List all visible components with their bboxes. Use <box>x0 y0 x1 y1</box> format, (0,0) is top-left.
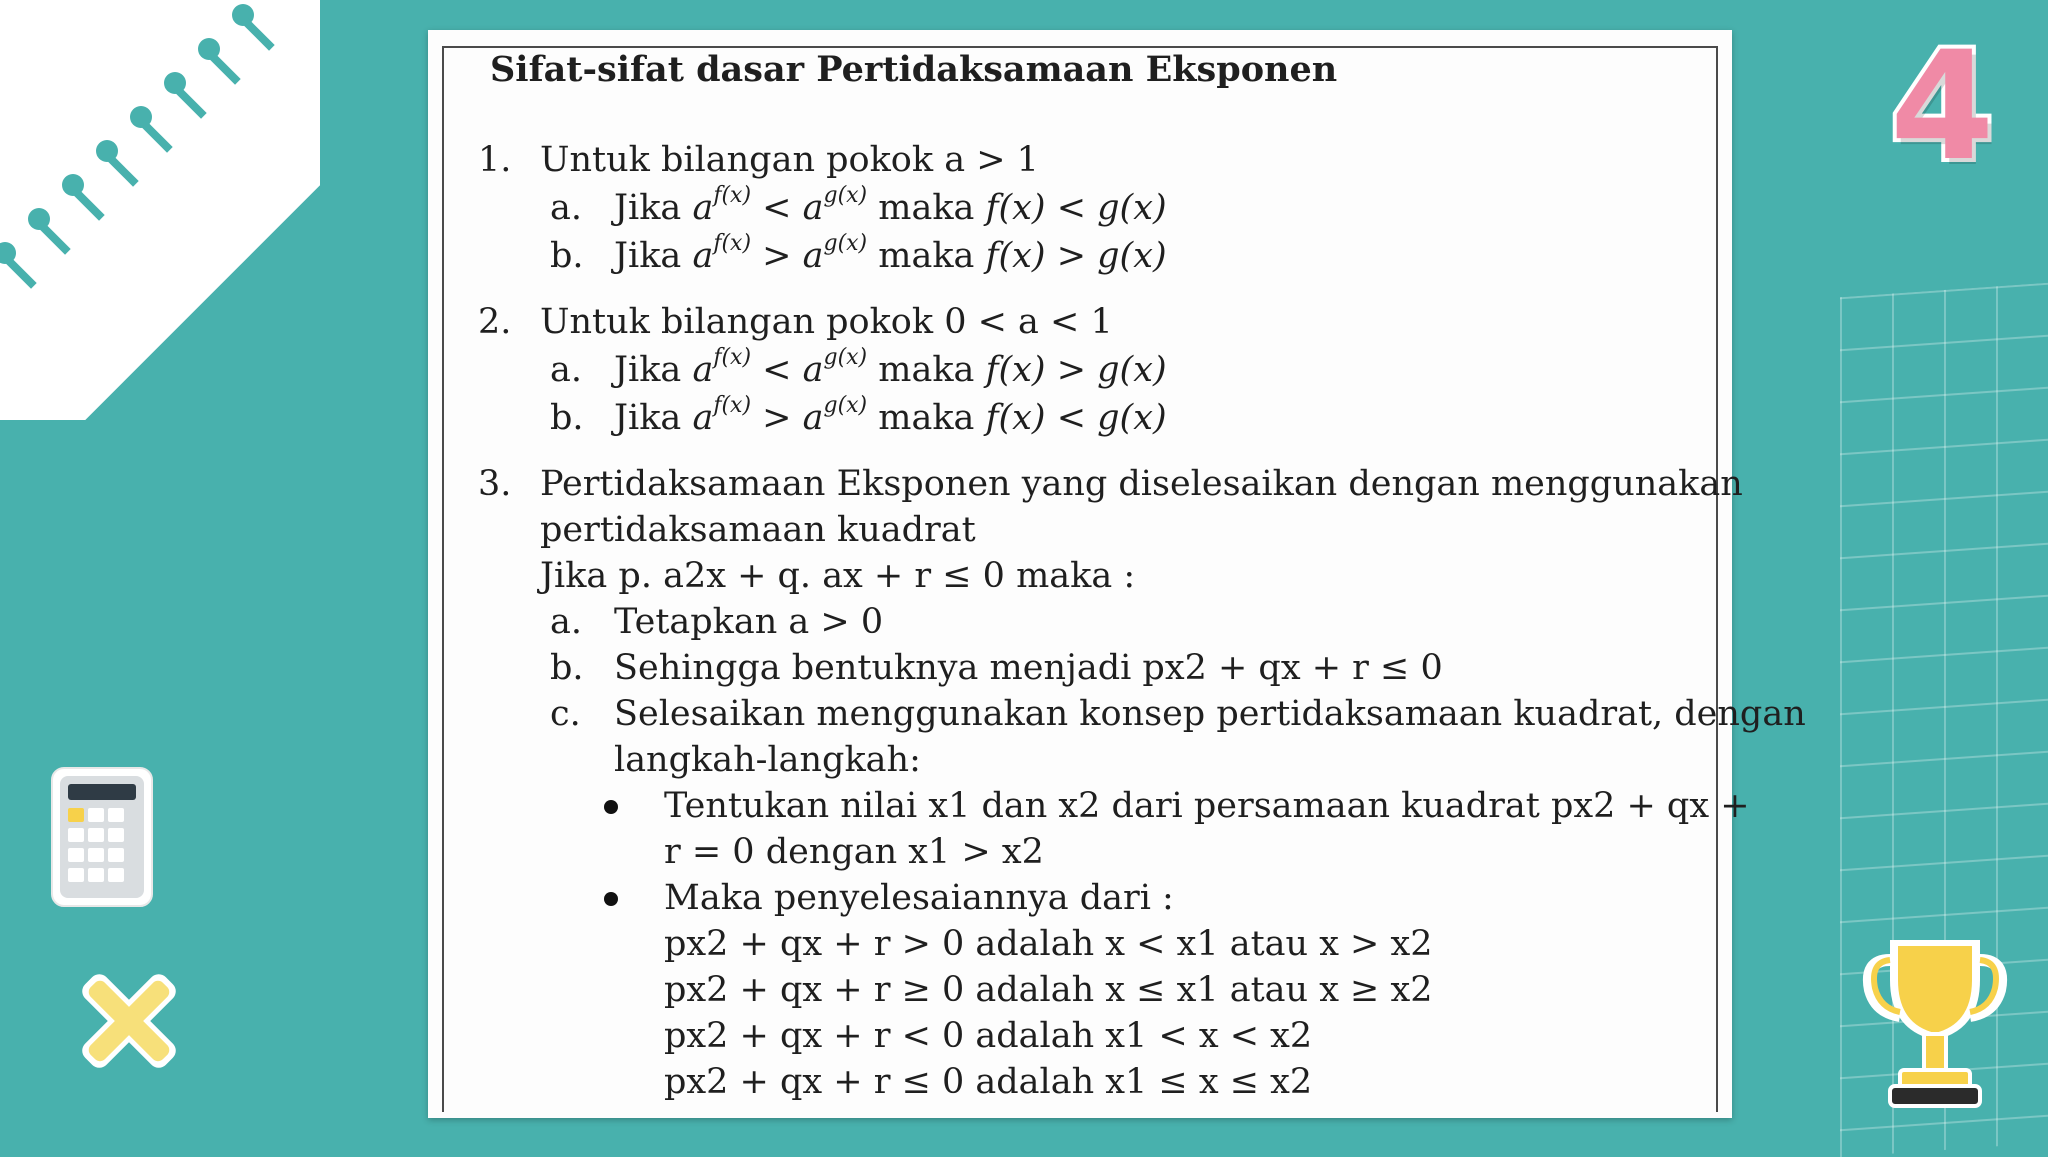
bullet-1-text-line2: r = 0 dengan x1 > x2 <box>664 832 1044 872</box>
document-title: Sifat-sifat dasar Pertidaksamaan Eksponen <box>490 49 1338 90</box>
solution-line-4: px2 + qx + r ≤ 0 adalah x1 ≤ x ≤ x2 <box>664 1062 1313 1102</box>
solution-line-1: px2 + qx + r > 0 adalah x < x1 atau x > x2 <box>664 924 1433 964</box>
section-1-heading: Untuk bilangan pokok a > 1 <box>540 140 1039 180</box>
section-3-heading-line1: Pertidaksamaan Eksponen yang diselesaikan dengan menggunakan <box>540 464 1743 504</box>
solution-line-2: px2 + qx + r ≥ 0 adalah x ≤ x1 atau x ≥ x2 <box>664 970 1433 1010</box>
trophy-icon <box>1860 920 2010 1120</box>
bullet-2-text: Maka penyelesaiannya dari : <box>664 878 1174 918</box>
item-2b-marker: b. <box>550 398 584 438</box>
section-2-heading: Untuk bilangan pokok 0 < a < 1 <box>540 302 1113 342</box>
page-number <box>1884 20 2014 194</box>
item-1b-text: Jika $a^{f(x)} > a^{g(x)}$ maka f(x) > g(x) <box>614 231 1167 276</box>
item-2a-marker: a. <box>550 350 582 390</box>
bullet-1-text-line1: Tentukan nilai x1 dan x2 dari persamaan kuadrat px2 + qx + <box>664 786 1750 826</box>
notebook-decoration <box>0 0 320 420</box>
item-1a-marker: a. <box>550 188 582 228</box>
item-3a-marker: a. <box>550 602 582 642</box>
section-3-condition: Jika p. a2x + q. ax + r ≤ 0 maka : <box>540 556 1136 596</box>
item-1b-marker: b. <box>550 236 584 276</box>
document-panel <box>428 30 1806 1118</box>
section-3-heading-line2: pertidaksamaan kuadrat <box>540 510 976 550</box>
bullet-2 <box>604 892 618 906</box>
item-2a-text: Jika $a^{f(x)} < a^{g(x)}$ maka f(x) > g(x) <box>614 345 1167 390</box>
item-3a-text: Tetapkan a > 0 <box>614 602 884 642</box>
item-3c-marker: c. <box>550 694 581 734</box>
item-3c-text-line2: langkah-langkah: <box>614 740 921 780</box>
item-1a-text: Jika $a^{f(x)} < a^{g(x)}$ maka f(x) < g(x) <box>614 183 1167 228</box>
item-3b-text: Sehingga bentuknya menjadi px2 + qx + r ≤ 0 <box>614 648 1443 688</box>
item-2b-text: Jika $a^{f(x)} > a^{g(x)}$ maka f(x) < g(x) <box>614 393 1167 438</box>
section-1-number: 1. <box>478 140 512 180</box>
item-3c-text-line1: Selesaikan menggunakan konsep pertidaksamaan kuadrat, dengan <box>614 694 1806 734</box>
solution-line-3: px2 + qx + r < 0 adalah x1 < x < x2 <box>664 1016 1313 1056</box>
cross-icon <box>64 956 194 1086</box>
bullet-1 <box>604 800 618 814</box>
calculator-icon <box>48 764 158 912</box>
page-number-text: 4 <box>1890 20 1995 194</box>
item-3b-marker: b. <box>550 648 584 688</box>
section-2-number: 2. <box>478 302 512 342</box>
section-3-number: 3. <box>478 464 512 504</box>
